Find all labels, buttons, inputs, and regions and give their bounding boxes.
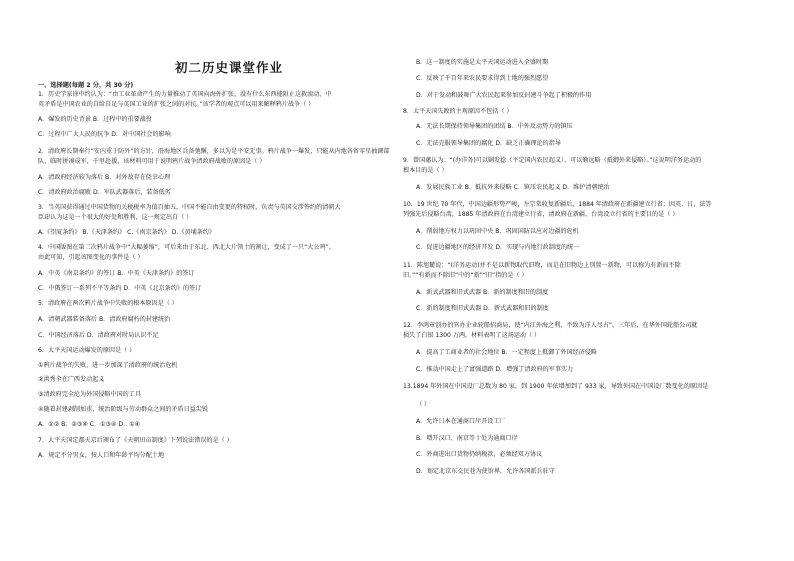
text-line: ②洪秀全在广西发动起义 bbox=[38, 376, 105, 383]
text-line: 1．历史学家徐中约认为：“由工业革命产生的力量推动了英国向海外扩张，没有什么东西能阻止这救滚动，中 bbox=[38, 91, 332, 98]
text-line: A．爆发的历史背景 B．过程中的重要战役 bbox=[38, 116, 152, 123]
text-line: 13.1894 年外国在中国设厂总数为 80 家，到 1900 年依增加到了 933 家，导致外国在中国设厂数变化的原因是 bbox=[403, 383, 709, 390]
text-line: A．清朝武器装备落后 B．清政府腐朽的封建统治 bbox=[38, 316, 171, 323]
text-line: C．清政府政治腐败 D．军队武器落后，装备低劣 bbox=[38, 189, 171, 196]
text-line: C．中俄签订一系列不平等条约 D．中英《北京条约》的签订 bbox=[38, 285, 202, 292]
text-line: 4．中国版图在第二次鸦片战争中“大幅萎缩”，可后来由于东北、西北大片领土的割让，变成了一只“大公鸡”。 bbox=[38, 244, 335, 251]
text-line: 5．清政府在两次鸦片战争中失败的根本原因是（ ） bbox=[38, 300, 178, 307]
text-line: ④随着封建剥削加重，统治阶级与劳动群众之间的矛盾日益尖锐 bbox=[38, 406, 208, 413]
page-title: 初二历史课堂作业 bbox=[175, 60, 284, 75]
text-line: A．无法长期保持领导集团的团结 B．中外反动势力的镇压 bbox=[416, 123, 573, 130]
text-line: A．削弱地方权力以巩固中央 B．巩固国防以应对边疆的危机 bbox=[416, 228, 579, 235]
text-line: 2．清政府长期奉行“安内重于防外”的方针，沿海地区兵备弛懈，多以为是平安无事。鸦片战争一爆发，只能从内地各省零星抽调部 bbox=[38, 148, 390, 155]
text-line: C．推动中国走上了富强道路 D．增强了清政府的军事实力 bbox=[416, 366, 574, 373]
section-heading: 一、选择题(每题 2 分，共 30 分) bbox=[38, 82, 134, 89]
text-line: C．无法克服领导集团的腐化 D．缺乏正确理论的指导 bbox=[416, 140, 561, 147]
text-line: C．外商进出口货物仍纳税款，必须经双方协议 bbox=[416, 451, 543, 458]
text-line: 英矛盾是中国农业的自给自足与英国工业的扩张之间的对抗。”该学者的观点可以用来解释鸦片战争（ ） bbox=[38, 101, 315, 108]
text-line: A．新式武器和旧式武器 B．新的制度和旧的制度 bbox=[416, 289, 549, 296]
text-line: D．对于发动和鼓舞广大农民起来参加反封建斗争起了积极的作用 bbox=[416, 92, 592, 99]
text-line: D．划定北京东交民巷为使馆界，允许各国派兵驻守 bbox=[416, 468, 555, 475]
text-line: 11．陈旭麓说：“(洋务运动)并不是以新物取代旧物，而是在旧物边上别置一新物，可以称为有新而不除 bbox=[403, 262, 681, 269]
text-line: C．中国经济落后 D．清政府对时局认识不足 bbox=[38, 332, 159, 339]
text-line: A．发展民族工业 B．抵抗外来侵略 C．镇压农民起义 D．维护清朝统治 bbox=[416, 184, 610, 191]
text-line: ①鸦片战争的失败，进一步加深了清政府的统治危机 bbox=[38, 362, 178, 369]
text-line: B．增开汉口、南京等十处为通商口岸 bbox=[416, 435, 518, 442]
text-line: A．规定不分男女，按人口和年龄平均分配土地 bbox=[38, 452, 165, 459]
text-line: C．过程中广大人民的抗争 D．对中国社会的影响 bbox=[38, 131, 171, 138]
text-line: 损失了白银 1300 万两，材料表明了这场运动（ ） bbox=[403, 332, 541, 339]
text-line: 3．当英国获得通过中国货物的关税税率为值百抽五，中国不能自由变更的特权时，负责与英国交涉签约的清朝大 bbox=[38, 204, 341, 211]
text-line: C．新的制度和旧式武器 D．新式武器和旧的制度 bbox=[416, 305, 549, 312]
text-line: 旧。”“有新而不除旧”中的“新”“旧”指的是（ ） bbox=[403, 272, 528, 279]
text-line: A．允许日本在通商口岸开设工厂 bbox=[416, 418, 506, 425]
text-line: A．清政府经济较为落后 B．对外敌存在侥幸心理 bbox=[38, 174, 171, 181]
text-line: 根本目的是（ ） bbox=[403, 167, 448, 174]
text-line: C．促进边疆地区的经济开发 D．实现与内地行政制度的统一 bbox=[416, 244, 580, 251]
text-line: （ ） bbox=[416, 401, 431, 408]
text-line: A．①② B．②③④ C．①③④ D．①④ bbox=[38, 421, 141, 428]
text-line: A．提高了工商业者的社会地位 B．一定程度上抵御了外国经济侵略 bbox=[416, 349, 597, 356]
text-line: 8．太平天国失败的主观原因不包括（ ） bbox=[403, 108, 513, 115]
text-line: B．这一制度的实施是太平天国运动进入全盛时期 bbox=[416, 59, 549, 66]
text-line: 9．曾国藩认为：“(办洋务)可以剿发捻（平定国内农民起义），可以勤远略（抵御外来侵略）。”这说明洋务运动的 bbox=[403, 157, 702, 164]
text-line: C．反映了千百年来农民要求得到土地的强烈愿望 bbox=[416, 75, 549, 82]
text-line: 10．19 世纪 70 年代，中国边疆形势严峻，左宗棠收复新疆后，1884 年清政府在新疆建立行省；因英、日、法等 bbox=[403, 201, 712, 208]
text-line: 12．李鸿章创办的官办企业轮船招商局，使“内江外海之利，不致为洋人尽占”，三年后，在华外国轮船公司就 bbox=[403, 322, 698, 329]
text-line: 列强先后侵略台湾，1885 年清政府在台湾建立行省，清政府在新疆、台湾设立行省的主要目的是（ ） bbox=[403, 211, 679, 218]
text-line: 6．太平天国运动爆发的原因是（ ） bbox=[38, 347, 136, 354]
text-line: 7．太平天国定都天京后颁布了《天朝田亩制度》下列说法错误的是（ ） bbox=[38, 437, 233, 444]
text-line: 由此可知，引起该图变化的事件是（ ） bbox=[38, 254, 144, 261]
text-line: A.《望厦条约》 B.《天津条约》 C.《南京条约》 D.《黄埔条约》 bbox=[38, 229, 215, 236]
text-line: A．中英《南京条约》的签订 B．中英《天津条约》的签订 bbox=[38, 270, 195, 277]
text-line: ③清政府完全沦为外国侵略中国的工具 bbox=[38, 391, 141, 398]
text-line: 臣却认为这是一个很大的好处和胜利，这一规定出自（ ） bbox=[38, 214, 193, 221]
text-line: 队，临时拼凑成军，千里赴援，该材料可用于说明鸦片战争清政府战败的原因是（ ） bbox=[38, 158, 266, 165]
